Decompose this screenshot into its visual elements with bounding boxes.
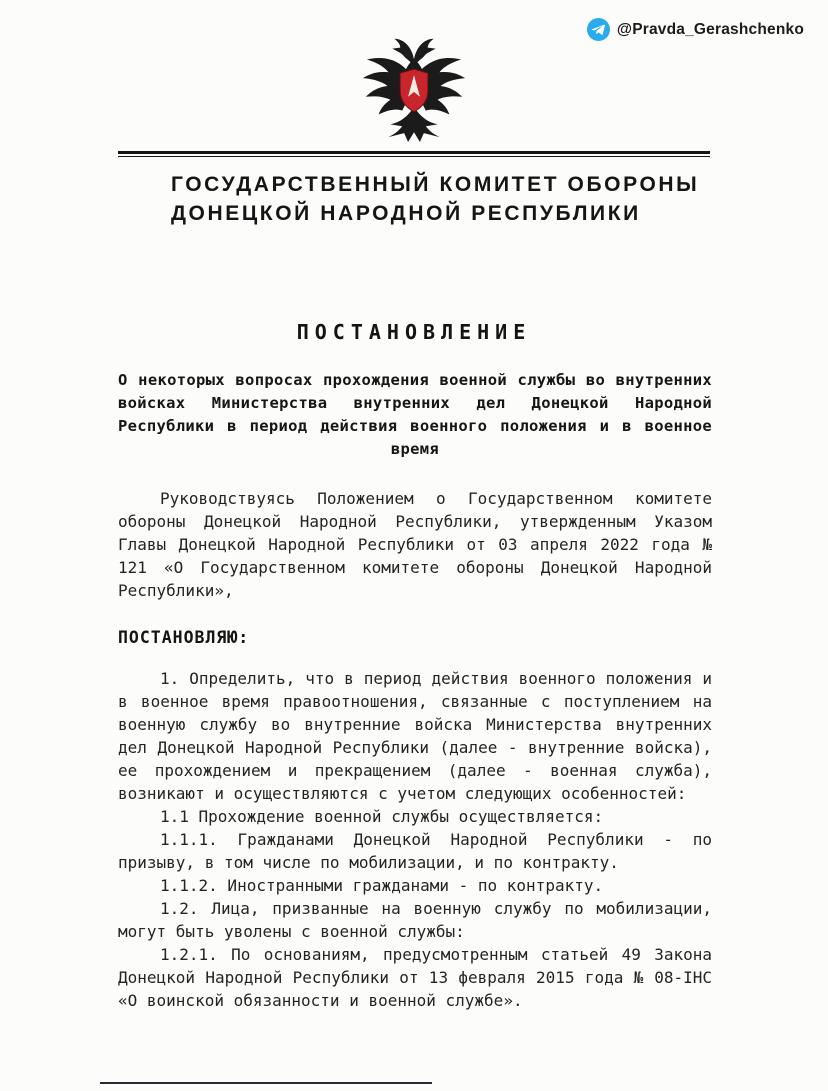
resolve-word: ПОСТАНОВЛЯЮ: <box>118 628 250 647</box>
clauses-section <box>118 667 712 1012</box>
document-subject: О некоторых вопросах прохождения военной службы во внутренних войсках Министерства внутренних дел Донецкой Народной Республики в период действия военного положения и в военное время <box>118 371 712 458</box>
clause-1-1: 1.1 Прохождение военной службы осуществляется: <box>160 807 604 826</box>
clause-1-1-2: 1.1.2. Иностранными гражданами - по контракту. <box>160 876 604 895</box>
org-name-line1: ГОСУДАРСТВЕННЫЙ КОМИТЕТ ОБОРОНЫ <box>171 173 700 196</box>
telegram-handle: @Pravda_Gerashchenko <box>616 20 804 38</box>
telegram-watermark <box>587 18 804 41</box>
scan-artifact-line <box>100 1082 432 1084</box>
coat-of-arms-eagle-emblem <box>354 26 474 144</box>
left-head <box>392 39 414 66</box>
clause-1-1-1: 1.1.1. Гражданами Донецкой Народной Республики - по призыву, в том числе по мобилизации, и по контракту. <box>118 830 712 872</box>
org-name-line2: ДОНЕЦКОЙ НАРОДНОЙ РЕСПУБЛИКИ <box>171 202 641 225</box>
document-title: ПОСТАНОВЛЕНИЕ <box>296 320 532 344</box>
clause-1: 1. Определить, что в период действия военного положения и в военное время правоотношения, связанные с поступлением на военную службу во внутренние войска Министерства внутренних дел Донецкой Народной Республики (далее - внутренние войска), ее прохождением и прекращением (далее - военная служба), возникают и осуществляются с учетом следующих особенностей: <box>118 669 712 803</box>
right-head <box>414 39 436 66</box>
clause-1-2: 1.2. Лица, призванные на военную службу по мобилизации, могут быть уволены с военной службы: <box>118 899 712 941</box>
divider-thick-line <box>118 151 710 154</box>
clause-1-2-1: 1.2.1. По основаниям, предусмотренным статьей 49 Закона Донецкой Народной Республики от 13 февраля 2015 года № 08-IHC «О воинской обязанности и военной службе». <box>118 945 712 1010</box>
header-divider <box>118 151 710 157</box>
divider-thin-line <box>118 156 710 157</box>
telegram-icon <box>587 18 610 41</box>
org-name <box>171 170 828 228</box>
preamble-paragraph: Руководствуясь Положением о Государственном комитете обороны Донецкой Народной Республики, утвержденным Указом Главы Донецкой Народной Республики от 03 апреля 2022 года № 121 «О Государственном комитете обороны Донецкой Народной Республики», <box>118 489 712 600</box>
